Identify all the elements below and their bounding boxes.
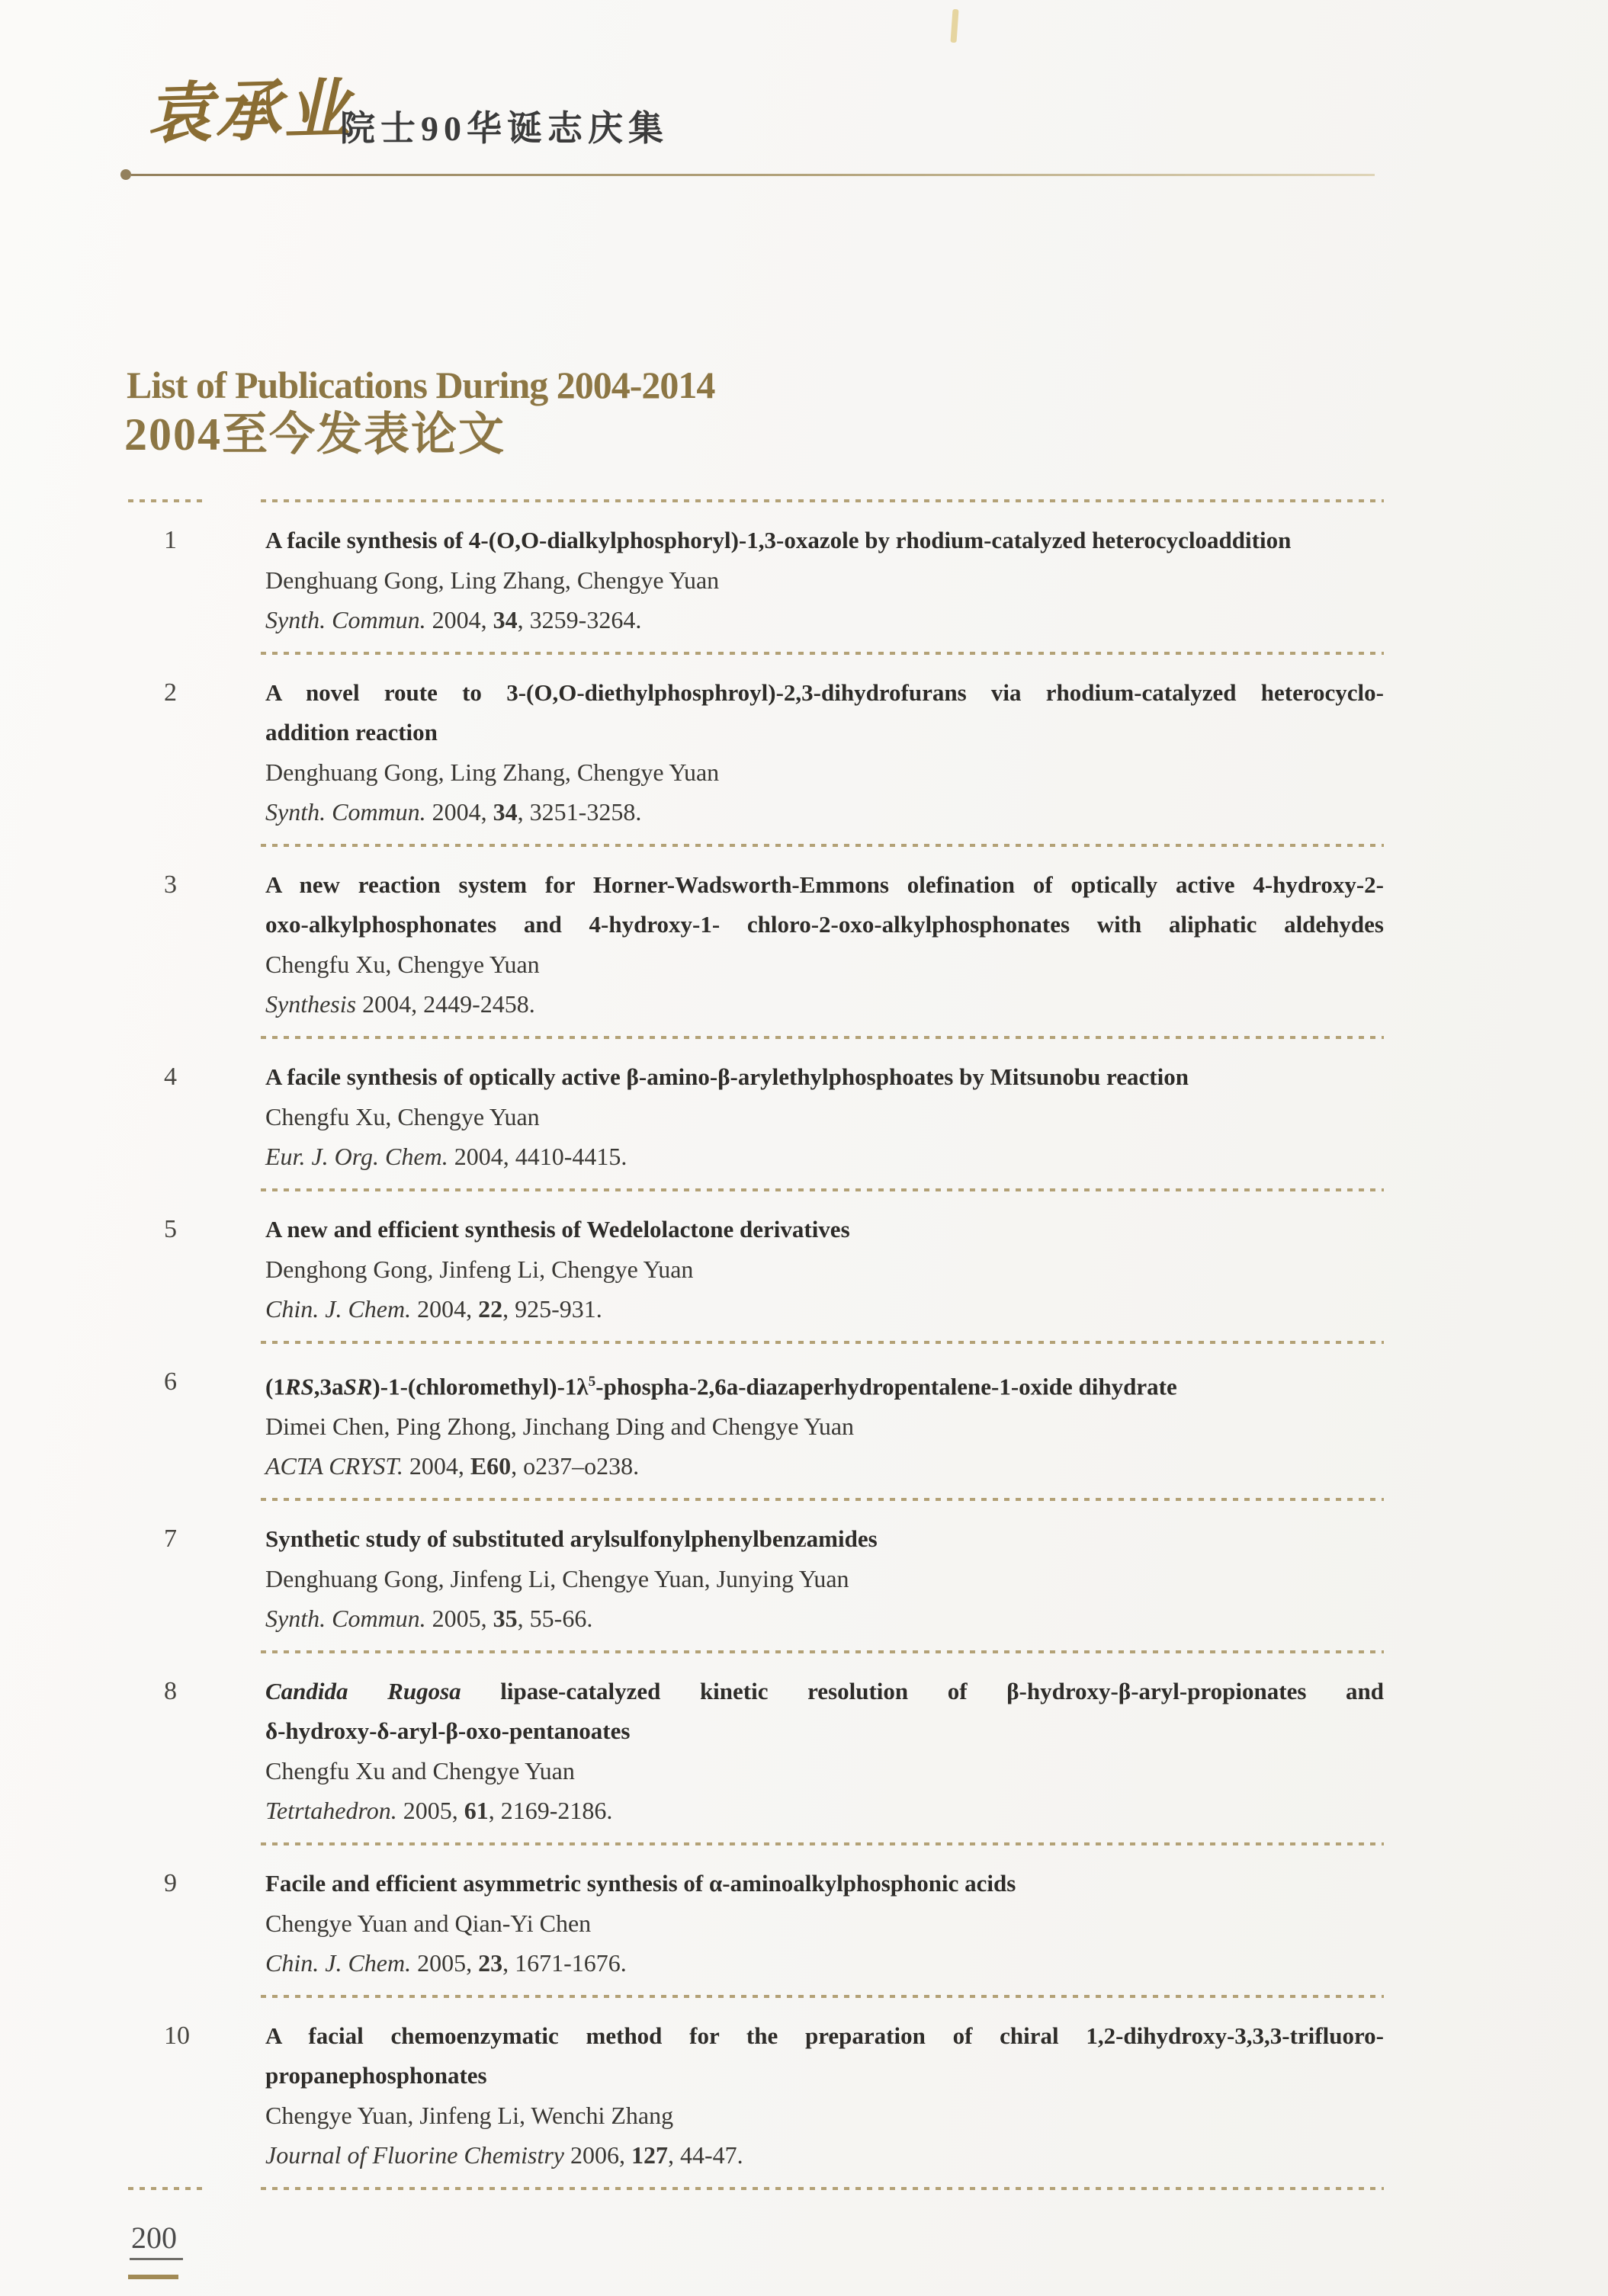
entry-body [265, 673, 1384, 832]
entry-citation: ACTA CRYST. 2004, E60, o237–o238. [265, 1452, 640, 1480]
entry-citation: Journal of Fluorine Chemistry 2006, 127, 44-47. [265, 2141, 743, 2169]
entry-title-line: Candida Rugosa lipase-catalyzed kinetic resolution of β-hydroxy-β-aryl-propionates and [265, 1678, 1385, 1705]
list-separator [128, 1188, 1384, 1191]
publication-list [128, 499, 1384, 2190]
entry-authors: Chengye Yuan and Qian-Yi Chen [265, 1910, 592, 1938]
entry-authors: Denghuang Gong, Ling Zhang, Chengye Yuan [265, 758, 720, 786]
page-number-gold-bar [128, 2275, 178, 2279]
entry-authors: Denghuang Gong, Ling Zhang, Chengye Yuan [265, 566, 720, 594]
entry-body [265, 2016, 1384, 2175]
entry-title-line: oxo-alkylphosphonates and 4-hydroxy-1- chloro-2-oxo-alkylphosphonates with aliphatic aldehydes [265, 911, 1384, 938]
header-rule-dot [120, 169, 131, 180]
list-separator [128, 844, 1384, 847]
separator-long-segment [261, 499, 1384, 502]
entry-body [265, 1672, 1384, 1830]
entry-title-line: propanephosphonates [265, 2062, 487, 2089]
entry-body [265, 1362, 1384, 1486]
entry-number: 9 [164, 1869, 177, 1898]
list-separator [128, 499, 1384, 502]
list-separator [128, 1995, 1384, 1998]
entry-title-line: Synthetic study of substituted arylsulfonylphenylbenzamides [265, 1525, 878, 1553]
entry-title-line: A facile synthesis of optically active β-amino-β-arylethylphosphoates by Mitsunobu reaction [265, 1063, 1189, 1090]
publication-entry [128, 1344, 1384, 1498]
entry-body [265, 1057, 1384, 1176]
entry-title-line: A facile synthesis of 4-(O,O-dialkylphosphoryl)-1,3-oxazole by rhodium-catalyzed heterocycloaddition [265, 527, 1292, 553]
list-separator [128, 1650, 1384, 1653]
entry-number: 3 [164, 871, 177, 899]
entry-number: 7 [164, 1525, 177, 1554]
entry-authors: Denghong Gong, Jinfeng Li, Chengye Yuan [265, 1255, 694, 1283]
publication-entry [128, 1191, 1384, 1341]
separator-long-segment [261, 1842, 1384, 1845]
entry-citation: Chin. J. Chem. 2005, 23, 1671-1676. [265, 1949, 627, 1977]
entry-title-line: A novel route to 3-(O,O-diethylphosphroyl)-2,3-dihydrofurans via rhodium-catalyzed heterocyclo- [265, 679, 1384, 706]
entry-number: 1 [164, 526, 177, 554]
header-rule [131, 174, 1375, 176]
header-subtitle: 院士90华诞志庆集 [340, 109, 669, 148]
entry-authors: Dimei Chen, Ping Zhong, Jinchang Ding and Chengye Yuan [265, 1413, 855, 1441]
entry-title-line: A new reaction system for Horner-Wadsworth-Emmons olefination of optically active 4-hydroxy-2- [265, 871, 1384, 898]
separator-long-segment [261, 652, 1384, 655]
entry-title-line: Facile and efficient asymmetric synthesis of α-aminoalkylphosphonic acids [265, 1870, 1016, 1897]
entry-body [265, 1210, 1384, 1329]
list-separator [128, 652, 1384, 655]
separator-long-segment [261, 2187, 1384, 2190]
entry-title-line: A facial chemoenzymatic method for the preparation of chiral 1,2-dihydroxy-3,3,3-trifluoro- [265, 2022, 1384, 2050]
publication-entry [128, 655, 1384, 844]
entry-number: 8 [164, 1677, 177, 1706]
list-separator [128, 1842, 1384, 1845]
entry-citation: Eur. J. Org. Chem. 2004, 4410-4415. [265, 1143, 627, 1170]
entry-number: 10 [164, 2022, 190, 2051]
separator-long-segment [261, 1995, 1384, 1998]
section-title-english: List of Publications During 2004-2014 [127, 364, 715, 406]
page-number: 200 [130, 2223, 183, 2260]
separator-long-segment [261, 1650, 1384, 1653]
entry-number: 4 [164, 1063, 177, 1091]
separator-short-segment [128, 2187, 207, 2190]
entry-title-line: δ-hydroxy-δ-aryl-β-oxo-pentanoates [265, 1717, 631, 1745]
entry-number: 6 [164, 1368, 177, 1396]
entry-title-line: $(1RS,3aSR)-1-(chloromethyl)-1\lambda^5-phospha-2,6a-diazaperhydropentalene-1$-oxide dihydrate [265, 1373, 1177, 1400]
entry-authors: Denghuang Gong, Jinfeng Li, Chengye Yuan, Junying Yuan [265, 1565, 849, 1593]
separator-long-segment [261, 1498, 1384, 1501]
separator-long-segment [261, 1036, 1384, 1039]
entry-body [265, 521, 1384, 640]
list-separator [128, 2187, 1384, 2190]
entry-body [265, 1519, 1384, 1638]
entry-citation: Synth. Commun. 2004, 34, 3259-3264. [265, 606, 642, 633]
entry-citation: Tetrtahedron. 2005, 61, 2169-2186. [265, 1797, 613, 1825]
list-separator [128, 1341, 1384, 1344]
entry-number: 2 [164, 678, 177, 707]
section-title-chinese: 2004至今发表论文 [124, 409, 506, 460]
author-calligraphy-signature: 袁承业 [145, 72, 354, 152]
publication-entry [128, 1998, 1384, 2187]
separator-short-segment [128, 499, 207, 502]
publication-entry [128, 502, 1384, 652]
entry-authors: Chengfu Xu and Chengye Yuan [265, 1757, 575, 1785]
entry-number: 5 [164, 1215, 177, 1243]
publication-entry [128, 1039, 1384, 1188]
list-separator [128, 1036, 1384, 1039]
entry-citation: Synth. Commun. 2005, 35, 55-66. [265, 1605, 593, 1633]
separator-long-segment [261, 844, 1384, 847]
publication-entry [128, 1653, 1384, 1842]
entry-citation: Synthesis 2004, 2449-2458. [265, 990, 535, 1018]
publication-entry [128, 1501, 1384, 1650]
entry-authors: Chengye Yuan, Jinfeng Li, Wenchi Zhang [265, 2102, 674, 2130]
entry-authors: Chengfu Xu, Chengye Yuan [265, 1103, 540, 1130]
entry-citation: Chin. J. Chem. 2004, 22, 925-931. [265, 1295, 602, 1323]
entry-title-line: addition reaction [265, 719, 438, 746]
entry-body [265, 1864, 1384, 1983]
separator-long-segment [261, 1341, 1384, 1344]
scan-artifact-speck [950, 9, 958, 43]
entry-title-line: A new and efficient synthesis of Wedelolactone derivatives [265, 1216, 850, 1243]
list-separator [128, 1498, 1384, 1501]
entry-authors: Chengfu Xu, Chengye Yuan [265, 951, 540, 978]
entry-citation: Synth. Commun. 2004, 34, 3251-3258. [265, 798, 642, 826]
publication-entry [128, 1845, 1384, 1995]
publication-entry [128, 847, 1384, 1036]
separator-long-segment [261, 1188, 1384, 1191]
entry-body [265, 865, 1384, 1024]
